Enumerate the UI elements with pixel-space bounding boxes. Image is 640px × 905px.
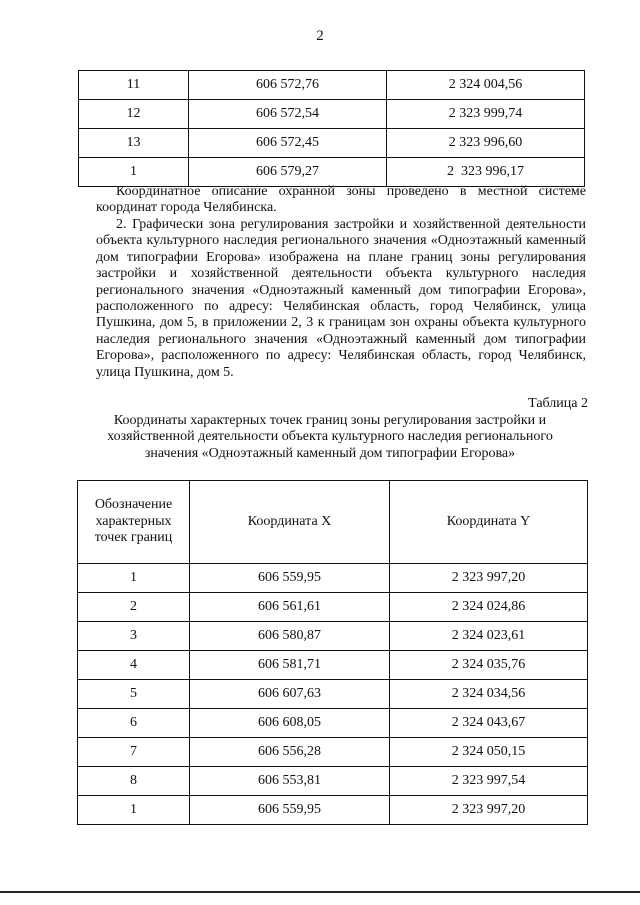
y-cell: 2 323 999,74 — [387, 100, 585, 129]
table-row — [78, 651, 588, 680]
y-cell: 2 324 034,56 — [390, 680, 588, 709]
y-cell: 2 324 035,76 — [390, 651, 588, 680]
x-cell: 606 579,27 — [189, 158, 387, 187]
regulation-zone-coordinates-table — [77, 480, 588, 825]
y-cell: 2 323 997,54 — [390, 767, 588, 796]
x-cell: 606 608,05 — [190, 709, 390, 738]
x-cell: 606 572,76 — [189, 71, 387, 100]
table-row — [79, 71, 585, 100]
point-cell: 11 — [79, 71, 189, 100]
point-cell: 1 — [79, 158, 189, 187]
y-cell: 2 324 023,61 — [390, 622, 588, 651]
table-row — [79, 129, 585, 158]
table-row — [79, 100, 585, 129]
point-cell: 1 — [78, 564, 190, 593]
y-cell: 2 324 050,15 — [390, 738, 588, 767]
graphic-description-paragraph: 2. Графически зона регулирования застройки и хозяйственной деятельности объекта культурного наследия регионального значения «Одноэтажный каменный дом типографии Егорова» изображена на плане границ зоны регулирования застройки и хозяйственной деятельности объекта культурного наследия регионального значения «Одноэтажный каменный дом типографии Егорова», расположенного по адресу: Челябинская область, город Челябинск, улица Пушкина, дом 5, в приложении 2, 3 к границам зон охраны объекта культурного наследия регионального значения «Одноэтажный каменный дом типографии Егорова», расположенного по адресу: Челябинская область, город Челябинск, улица Пушкина, дом 5. — [96, 217, 586, 380]
bottom-scan-edge — [0, 891, 640, 893]
column-header-x: Координата X — [190, 481, 390, 564]
point-cell: 12 — [79, 100, 189, 129]
table-row — [78, 796, 588, 825]
table-row — [78, 738, 588, 767]
y-cell: 2 323 996,17 — [387, 158, 585, 187]
point-cell: 6 — [78, 709, 190, 738]
x-cell: 606 561,61 — [190, 593, 390, 622]
column-header-y: Координата Y — [390, 481, 588, 564]
x-cell: 606 553,81 — [190, 767, 390, 796]
page-number: 2 — [316, 28, 324, 44]
coordinate-system-paragraph: Координатное описание охранной зоны проведено в местной системе координат города Челябинска. — [96, 184, 586, 216]
table-label: Таблица 2 — [528, 396, 588, 411]
point-cell: 1 — [78, 796, 190, 825]
table-row — [78, 564, 588, 593]
point-cell: 7 — [78, 738, 190, 767]
point-cell: 4 — [78, 651, 190, 680]
x-cell: 606 559,95 — [190, 796, 390, 825]
table-row — [78, 709, 588, 738]
y-cell: 2 324 043,67 — [390, 709, 588, 738]
x-cell: 606 556,28 — [190, 738, 390, 767]
point-cell: 5 — [78, 680, 190, 709]
y-cell: 2 324 024,86 — [390, 593, 588, 622]
point-cell: 2 — [78, 593, 190, 622]
table-row — [78, 680, 588, 709]
point-cell: 3 — [78, 622, 190, 651]
x-cell: 606 607,63 — [190, 680, 390, 709]
y-cell: 2 323 997,20 — [390, 564, 588, 593]
y-cell: 2 323 997,20 — [390, 796, 588, 825]
point-cell: 13 — [79, 129, 189, 158]
x-cell: 606 581,71 — [190, 651, 390, 680]
table-caption: Координаты характерных точек границ зоны регулирования застройки и хозяйственной деятельности объекта культурного наследия регионального значения «Одноэтажный каменный дом типографии Егорова» — [107, 413, 553, 461]
table-row — [78, 593, 588, 622]
column-header-point: Обозначение характерных точек границ — [78, 481, 190, 564]
point-cell: 8 — [78, 767, 190, 796]
x-cell: 606 572,54 — [189, 100, 387, 129]
y-cell: 2 323 996,60 — [387, 129, 585, 158]
y-cell: 2 324 004,56 — [387, 71, 585, 100]
x-cell: 606 559,95 — [190, 564, 390, 593]
x-cell: 606 580,87 — [190, 622, 390, 651]
table-row — [79, 158, 585, 187]
coordinates-table-continued — [78, 70, 585, 187]
table-row — [78, 622, 588, 651]
table-row — [78, 767, 588, 796]
x-cell: 606 572,45 — [189, 129, 387, 158]
table-header-row — [78, 481, 588, 564]
